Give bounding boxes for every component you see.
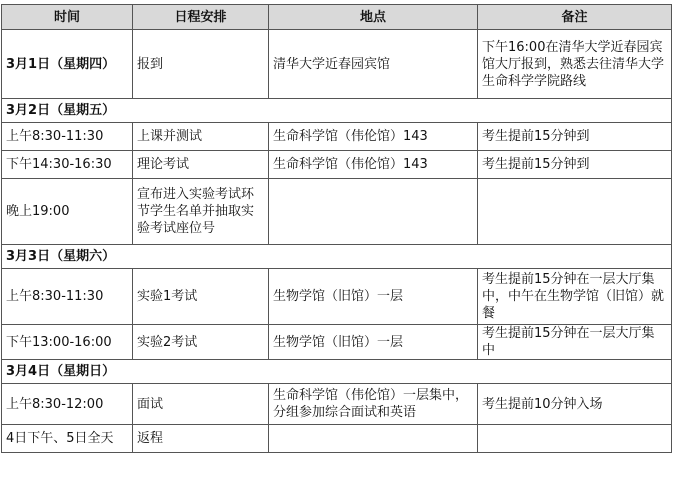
cell-notes: 下午16:00在清华大学近春园宾馆大厅报到，熟悉去往清华大学生命科学学院路线	[478, 30, 672, 99]
cell-agenda: 返程	[133, 425, 269, 453]
cell-notes	[478, 179, 672, 245]
cell-time: 上午8:30-11:30	[2, 123, 133, 151]
day-heading: 3月4日（星期日）	[2, 360, 672, 384]
cell-location: 生物学馆（旧馆）一层	[269, 325, 478, 360]
table-row	[2, 384, 672, 425]
cell-agenda: 报到	[133, 30, 269, 99]
cell-notes	[478, 425, 672, 453]
cell-time: 下午13:00-16:00	[2, 325, 133, 360]
cell-agenda: 实验1考试	[133, 269, 269, 325]
cell-time: 上午8:30-11:30	[2, 269, 133, 325]
cell-notes: 考生提前15分钟在一层大厅集中，中午在生物学馆（旧馆）就餐	[478, 269, 672, 325]
day-heading-row	[2, 360, 672, 384]
cell-agenda: 上课并测试	[133, 123, 269, 151]
cell-agenda: 宣布进入实验考试环节学生名单并抽取实验考试座位号	[133, 179, 269, 245]
cell-location	[269, 179, 478, 245]
table-row	[2, 269, 672, 325]
col-header-location: 地点	[269, 5, 478, 30]
cell-location: 生命科学馆（伟伦馆）143	[269, 123, 478, 151]
cell-location: 生命科学馆（伟伦馆）一层集中，分组参加综合面试和英语	[269, 384, 478, 425]
day-heading-row	[2, 245, 672, 269]
cell-time: 3月1日（星期四）	[2, 30, 133, 99]
day-heading: 3月3日（星期六）	[2, 245, 672, 269]
cell-agenda: 理论考试	[133, 151, 269, 179]
cell-agenda: 面试	[133, 384, 269, 425]
table-row	[2, 30, 672, 99]
cell-location	[269, 425, 478, 453]
header-row	[2, 5, 672, 30]
table-row	[2, 325, 672, 360]
table-row	[2, 179, 672, 245]
day-heading-row	[2, 99, 672, 123]
cell-location: 清华大学近春园宾馆	[269, 30, 478, 99]
table-row	[2, 425, 672, 453]
cell-time: 上午8:30-12:00	[2, 384, 133, 425]
cell-time: 4日下午、5日全天	[2, 425, 133, 453]
table-row	[2, 123, 672, 151]
col-header-time: 时间	[2, 5, 133, 30]
cell-location: 生物学馆（旧馆）一层	[269, 269, 478, 325]
schedule-table	[1, 4, 672, 453]
cell-notes: 考生提前10分钟入场	[478, 384, 672, 425]
cell-time: 下午14:30-16:30	[2, 151, 133, 179]
cell-location: 生命科学馆（伟伦馆）143	[269, 151, 478, 179]
cell-time: 晚上19:00	[2, 179, 133, 245]
cell-notes: 考生提前15分钟到	[478, 151, 672, 179]
table-row	[2, 151, 672, 179]
col-header-agenda: 日程安排	[133, 5, 269, 30]
cell-notes: 考生提前15分钟在一层大厅集中	[478, 325, 672, 360]
col-header-notes: 备注	[478, 5, 672, 30]
cell-notes: 考生提前15分钟到	[478, 123, 672, 151]
day-heading: 3月2日（星期五）	[2, 99, 672, 123]
cell-agenda: 实验2考试	[133, 325, 269, 360]
